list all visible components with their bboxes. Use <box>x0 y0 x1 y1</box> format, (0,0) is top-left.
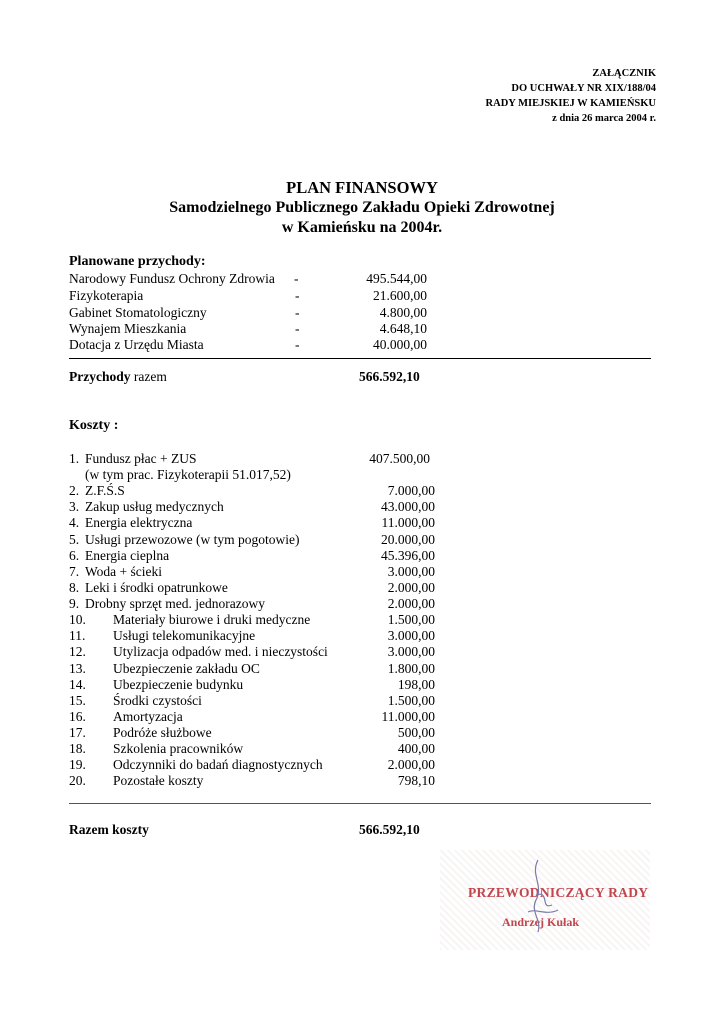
stamp-title: PRZEWODNICZĄCY RADY <box>468 885 649 900</box>
cost-name: Materiały biurowe i druki medyczne <box>113 612 311 627</box>
cost-value: 3.000,00 <box>387 644 435 659</box>
cost-number: 13. <box>69 661 86 676</box>
cost-value: 2.000,00 <box>387 757 435 772</box>
costs-total-label: Razem koszty <box>69 822 149 837</box>
cost-number: 3. <box>69 499 80 514</box>
cost-name: Amortyzacja <box>113 709 183 724</box>
cost-value: 198,00 <box>397 677 435 692</box>
cost-value: 7.000,00 <box>387 483 435 498</box>
revenue-name: Dotacja z Urzędu Miasta <box>69 337 204 352</box>
cost-name: Usługi przewozowe (w tym pogotowie) <box>85 532 300 547</box>
revenue-name: Narodowy Fundusz Ochrony Zdrowia <box>69 271 275 286</box>
revenue-value: 4.648,10 <box>379 321 427 336</box>
cost-number: 9. <box>69 596 80 611</box>
revenue-dash: - <box>295 288 300 303</box>
cost-name: Z.F.Ś.S <box>85 483 125 498</box>
cost-number: 11. <box>69 628 86 643</box>
cost-value: 2.000,00 <box>387 580 435 595</box>
document-title <box>0 178 724 238</box>
costs-total <box>69 822 420 838</box>
revenue-total-label-bold: Przychody <box>69 369 131 384</box>
cost-value: 400,00 <box>397 741 435 756</box>
cost-number: 8. <box>69 580 80 595</box>
cost-name: Ubezpieczenie zakładu OC <box>113 661 260 676</box>
cost-number: 4. <box>69 515 80 530</box>
title-line-2: Samodzielnego Publicznego Zakładu Opieki Zdrowotnej <box>169 199 555 216</box>
cost-number: 6. <box>69 548 80 563</box>
cost-name: Energia cieplna <box>85 548 170 563</box>
cost-name: Odczynniki do badań diagnostycznych <box>113 757 323 772</box>
revenue-total-value: 566.592,10 <box>359 369 420 384</box>
revenue-value: 4.800,00 <box>379 305 427 320</box>
stamp-name: Andrzej Kułak <box>502 915 580 929</box>
revenue-dash: - <box>295 321 300 336</box>
revenue-name: Wynajem Mieszkania <box>69 321 187 336</box>
revenue-value: 21.600,00 <box>373 288 427 303</box>
cost-name: Środki czystości <box>113 693 202 708</box>
cost-value: 43.000,00 <box>381 499 435 514</box>
cost-number: 14. <box>69 677 86 692</box>
cost-value: 20.000,00 <box>381 532 435 547</box>
cost-name: Fundusz płac + ZUS <box>85 451 197 466</box>
cost-number: 15. <box>69 693 86 708</box>
cost-name: Podróże służbowe <box>113 725 212 740</box>
cost-name: Szkolenia pracowników <box>113 741 244 756</box>
cost-value: 11.000,00 <box>381 515 435 530</box>
cost-value: 407.500,00 <box>369 451 430 466</box>
cost-value: 500,00 <box>397 725 435 740</box>
cost-value: 11.000,00 <box>381 709 435 724</box>
cost-number: 10. <box>69 612 86 627</box>
attachment-line-2: DO UCHWAŁY NR XIX/188/04 <box>511 83 656 94</box>
costs-total-value: 566.592,10 <box>359 822 420 837</box>
revenue-name: Fizykoterapia <box>69 288 144 303</box>
cost-name: (w tym prac. Fizykoterapii 51.017,52) <box>85 467 291 482</box>
revenue-name: Gabinet Stomatologiczny <box>69 305 207 320</box>
cost-number: 2. <box>69 483 80 498</box>
cost-value: 3.000,00 <box>387 564 435 579</box>
cost-number: 18. <box>69 741 86 756</box>
cost-name: Drobny sprzęt med. jednorazowy <box>85 596 265 611</box>
cost-number: 1. <box>69 451 80 466</box>
attachment-line-4: z dnia 26 marca 2004 r. <box>552 113 656 124</box>
cost-name: Utylizacja odpadów med. i nieczystości <box>113 644 328 659</box>
attachment-line-3: RADY MIEJSKIEJ W KAMIEŃSKU <box>485 98 656 109</box>
cost-value: 2.000,00 <box>387 596 435 611</box>
divider <box>69 803 651 804</box>
cost-number: 7. <box>69 564 80 579</box>
revenue-total-label-rest: razem <box>130 369 167 384</box>
cost-number: 19. <box>69 757 86 772</box>
attachment-header <box>486 66 656 126</box>
cost-name: Zakup usług medycznych <box>85 499 224 514</box>
divider <box>69 358 651 359</box>
cost-name: Usługi telekomunikacyjne <box>113 628 256 643</box>
cost-number: 5. <box>69 532 80 547</box>
cost-number: 20. <box>69 773 86 788</box>
cost-value: 798,10 <box>397 773 435 788</box>
cost-number: 17. <box>69 725 86 740</box>
cost-value: 45.396,00 <box>381 548 435 563</box>
costs-heading: Koszty : <box>69 418 119 433</box>
revenue-value: 40.000,00 <box>373 337 427 352</box>
revenue-dash: - <box>295 337 300 352</box>
revenue-value: 495.544,00 <box>366 271 427 286</box>
revenue-dash: - <box>294 271 299 286</box>
cost-value: 1.800,00 <box>387 661 435 676</box>
revenue-total <box>69 369 420 385</box>
cost-value: 1.500,00 <box>387 612 435 627</box>
cost-name: Ubezpieczenie budynku <box>113 677 244 692</box>
cost-name: Leki i środki opatrunkowe <box>85 580 228 595</box>
cost-value: 3.000,00 <box>387 628 435 643</box>
revenue-heading: Planowane przychody: <box>69 254 206 269</box>
title-line-1: PLAN FINANSOWY <box>286 178 438 197</box>
cost-name: Pozostałe koszty <box>113 773 204 788</box>
cost-name: Woda + ścieki <box>85 564 163 579</box>
chairman-stamp <box>440 850 650 950</box>
cost-number: 16. <box>69 709 86 724</box>
signature-icon <box>500 850 580 945</box>
revenue-dash: - <box>295 305 300 320</box>
cost-number: 12. <box>69 644 86 659</box>
cost-name: Energia elektryczna <box>85 515 193 530</box>
title-line-3: w Kamieńsku na 2004r. <box>281 219 443 236</box>
cost-value: 1.500,00 <box>387 693 435 708</box>
attachment-line-1: ZAŁĄCZNIK <box>592 68 656 79</box>
